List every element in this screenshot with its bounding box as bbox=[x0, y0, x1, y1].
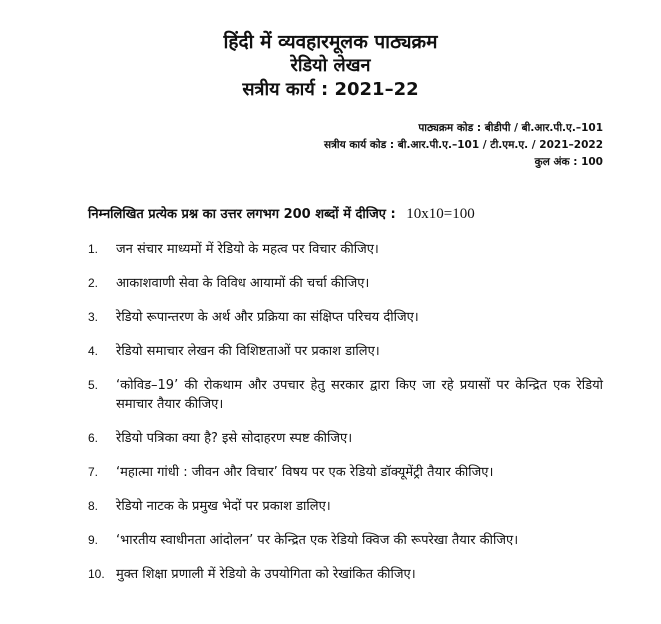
assignment-code: सत्रीय कार्य कोड : बी.आर.पी.ए.–101 / टी.एम.ए. / 2021–2022 bbox=[323, 139, 603, 151]
question-number: 3. bbox=[88, 310, 99, 324]
assignment-year: सत्रीय कार्य : 2021–22 bbox=[242, 79, 419, 100]
question-item bbox=[88, 308, 603, 327]
question-number: 9. bbox=[88, 533, 99, 547]
document-subtitle: रेडियो लेखन bbox=[290, 55, 371, 76]
question-item bbox=[88, 376, 603, 414]
question-number: 10. bbox=[88, 567, 105, 581]
question-item bbox=[88, 497, 603, 516]
question-item bbox=[88, 531, 603, 550]
document-title: हिंदी में व्यवहारमूलक पाठ्यक्रम bbox=[223, 31, 438, 53]
course-code: पाठ्यक्रम कोड : बीडीपी / बी.आर.पी.ए.–101 bbox=[418, 122, 603, 134]
question-number: 2. bbox=[88, 276, 99, 290]
question-text: जन संचार माध्यमों में रेडियो के महत्व पर विचार कीजिए। bbox=[116, 242, 379, 257]
document-header bbox=[0, 30, 661, 102]
question-text: ‘महात्मा गांधी : जीवन और विचार’ विषय पर एक रेडियो डॉक्यूमेंट्री तैयार कीजिए। bbox=[116, 465, 494, 480]
question-item bbox=[88, 240, 603, 259]
total-marks: कुल अंक : 100 bbox=[534, 156, 603, 168]
question-number: 6. bbox=[88, 431, 99, 445]
question-item bbox=[88, 565, 603, 584]
question-number: 4. bbox=[88, 344, 99, 358]
question-text: रेडियो समाचार लेखन की विशिष्टताओं पर प्रकाश डालिए। bbox=[116, 344, 380, 359]
question-number: 8. bbox=[88, 499, 99, 513]
instruction bbox=[88, 204, 608, 223]
question-number: 7. bbox=[88, 465, 99, 479]
question-text: मुक्त शिक्षा प्रणाली में रेडियो के उपयोगिता को रेखांकित कीजिए। bbox=[116, 567, 416, 582]
question-item bbox=[88, 342, 603, 361]
question-text: रेडियो पत्रिका क्या है? इसे सोदाहरण स्पष्ट कीजिए। bbox=[116, 431, 353, 446]
marks-formula: 10x10=100 bbox=[406, 206, 475, 222]
course-meta bbox=[324, 120, 603, 171]
question-text: ‘भारतीय स्वाधीनता आंदोलन’ पर केन्द्रित एक रेडियो क्विज की रूपरेखा तैयार कीजिए। bbox=[116, 533, 519, 548]
instruction-text: निम्नलिखित प्रत्येक प्रश्न का उत्तर लगभग 200 शब्दों में दीजिए : bbox=[88, 207, 396, 222]
question-text: आकाशवाणी सेवा के विविध आयामों की चर्चा कीजिए। bbox=[116, 276, 370, 291]
question-text: ‘कोविड–19’ की रोकथाम और उपचार हेतु सरकार द्वारा किए जा रहे प्रयासों पर केन्द्रित एक रेडियो समाचार तैयार कीजिए। bbox=[116, 378, 603, 412]
question-list bbox=[88, 240, 603, 599]
question-item bbox=[88, 429, 603, 448]
question-text: रेडियो रूपान्तरण के अर्थ और प्रक्रिया का संक्षिप्त परिचय दीजिए। bbox=[116, 310, 419, 325]
question-item bbox=[88, 274, 603, 293]
question-item bbox=[88, 463, 603, 482]
question-text: रेडियो नाटक के प्रमुख भेदों पर प्रकाश डालिए। bbox=[116, 499, 331, 514]
question-number: 1. bbox=[88, 242, 99, 256]
question-number: 5. bbox=[88, 378, 99, 392]
